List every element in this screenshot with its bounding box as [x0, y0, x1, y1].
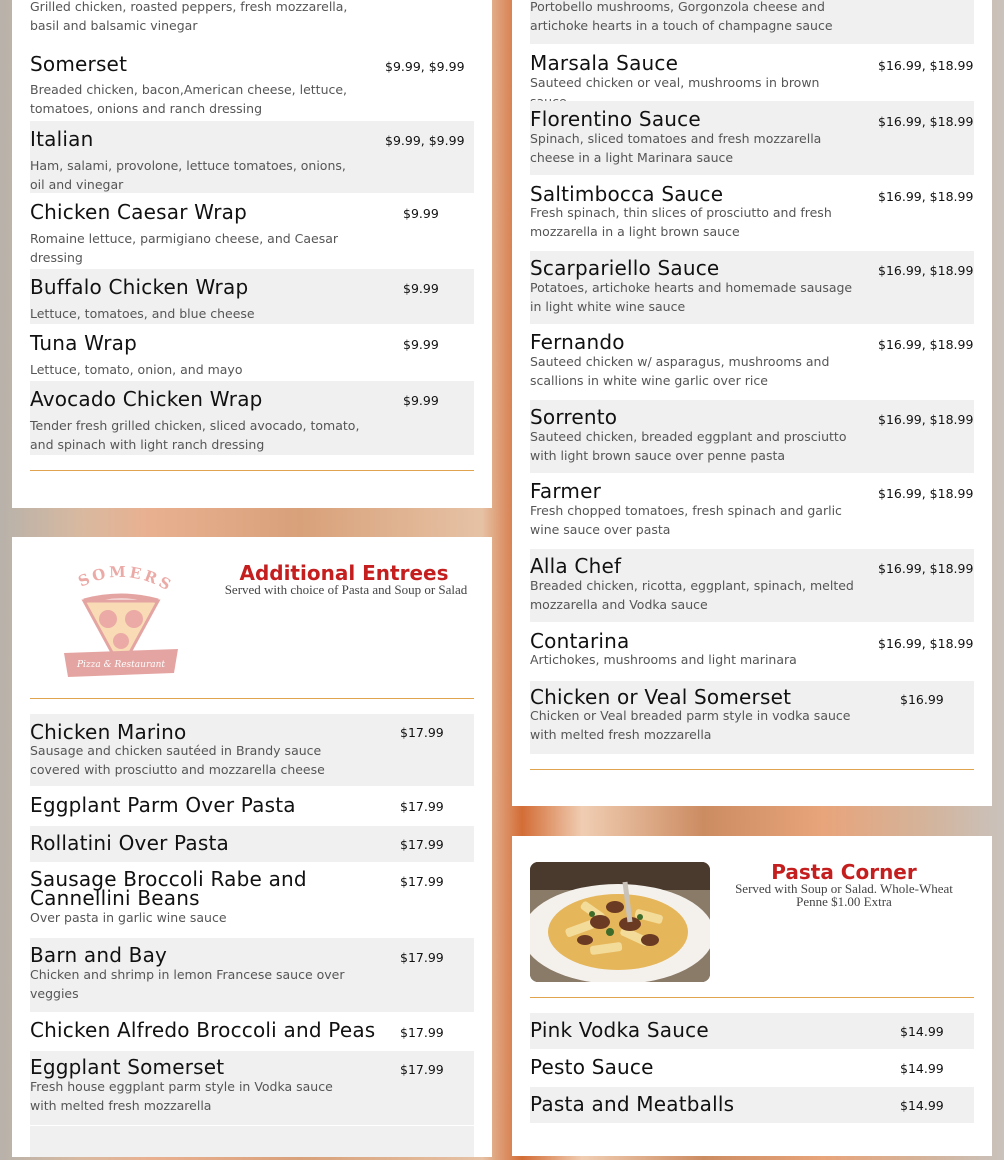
- item-description: Artichokes, mushrooms and light marinara: [530, 652, 797, 667]
- item-name: Pasta and Meatballs: [530, 1092, 735, 1116]
- item-price: $17.99: [400, 725, 444, 740]
- menu-item[interactable]: [30, 1126, 474, 1157]
- item-name: Saltimbocca Sauce: [530, 182, 724, 206]
- section-title: Additional Entrees: [239, 561, 449, 585]
- item-description: Tender fresh grilled chicken, sliced avocado, tomato, and spinach with light ranch dressing: [30, 418, 360, 452]
- item-price: $9.99, $9.99: [385, 59, 465, 74]
- item-price: $16.99: [900, 692, 944, 707]
- item-price: $16.99, $18.99: [878, 636, 974, 651]
- item-name: Farmer: [530, 479, 602, 503]
- section-subtitle: Served with Soup or Salad. Whole-Wheat Penne $1.00 Extra: [735, 881, 953, 909]
- item-name: Alla Chef: [530, 554, 622, 578]
- menu-item[interactable]: [530, 0, 974, 44]
- menu-item[interactable]: [30, 714, 474, 786]
- svg-text:SOMERSET: SOMERS: [75, 562, 177, 596]
- item-description: Sausage and chicken sautéed in Brandy sauce covered with prosciutto and mozzarella cheese: [30, 743, 325, 777]
- item-name: Tuna Wrap: [30, 331, 137, 355]
- logo-ribbon-text: Pizza & Restaurant: [76, 660, 166, 670]
- pasta-corner-panel: [512, 836, 992, 1156]
- menu-item[interactable]: [30, 381, 474, 455]
- section-divider: [30, 470, 474, 471]
- item-price: $9.99, $9.99: [385, 133, 465, 148]
- menu-item[interactable]: [530, 400, 974, 473]
- item-name: Rollatini Over Pasta: [30, 831, 229, 855]
- item-price: $16.99, $18.99: [878, 263, 974, 278]
- menu-item[interactable]: [530, 1050, 974, 1086]
- menu-item[interactable]: [530, 45, 974, 101]
- item-name: Scarpariello Sauce: [530, 256, 720, 280]
- item-price: $16.99, $18.99: [878, 58, 974, 73]
- item-name: Buffalo Chicken Wrap: [30, 275, 249, 299]
- section-title: Pasta Corner: [771, 860, 917, 884]
- menu-item[interactable]: [30, 863, 474, 937]
- item-name: Sorrento: [530, 405, 618, 429]
- item-price: $16.99, $18.99: [878, 114, 974, 129]
- item-price: $14.99: [900, 1024, 944, 1039]
- item-description: Over pasta in garlic wine sauce: [30, 910, 227, 925]
- item-description: Fresh house eggplant parm style in Vodka sauce with melted fresh mozzarella: [30, 1079, 333, 1113]
- section-subtitle: Served with choice of Pasta and Soup or Salad: [224, 582, 468, 597]
- item-name: Chicken Caesar Wrap: [30, 200, 248, 224]
- menu-item[interactable]: [30, 1051, 474, 1125]
- item-description: Sauteed chicken, breaded eggplant and prosciutto with light brown sauce over penne pasta: [530, 429, 847, 463]
- item-name: Pink Vodka Sauce: [530, 1018, 709, 1042]
- menu-item[interactable]: [530, 176, 974, 250]
- item-price: $16.99, $18.99: [878, 486, 974, 501]
- item-name: Chicken Marino: [30, 720, 187, 744]
- section-divider: [30, 698, 474, 699]
- item-price: $16.99, $18.99: [878, 561, 974, 576]
- item-price: $14.99: [900, 1098, 944, 1113]
- menu-item[interactable]: [530, 1087, 974, 1123]
- item-name: Avocado Chicken Wrap: [30, 387, 263, 411]
- section-divider: [530, 769, 974, 770]
- item-description: Potatoes, artichoke hearts and homemade sausage in light white wine sauce: [530, 280, 853, 314]
- menu-item[interactable]: [530, 325, 974, 399]
- menu-item[interactable]: [530, 549, 974, 622]
- item-description: Lettuce, tomato, onion, and mayo: [30, 362, 243, 377]
- item-description: Spinach, sliced tomatoes and fresh mozzarella cheese in a light Marinara sauce: [530, 131, 822, 165]
- item-description: Romaine lettuce, parmigiano cheese, and Caesar dressing: [30, 231, 339, 265]
- item-description: Chicken and shrimp in lemon Francese sauce over veggies: [30, 967, 345, 1001]
- menu-item[interactable]: [30, 194, 474, 268]
- item-name: Sausage Broccoli Rabe and Cannellini Beans: [30, 867, 307, 910]
- item-price: $16.99, $18.99: [878, 412, 974, 427]
- item-price: $17.99: [400, 799, 444, 814]
- item-price: $17.99: [400, 837, 444, 852]
- logo-graphic: [56, 561, 186, 683]
- item-price: $17.99: [400, 874, 444, 889]
- item-price: $9.99: [403, 337, 439, 352]
- menu-item[interactable]: [530, 251, 974, 324]
- item-price: $9.99: [403, 393, 439, 408]
- item-name: Chicken Alfredo Broccoli and Peas: [30, 1018, 376, 1042]
- item-description: Sauteed chicken w/ asparagus, mushrooms and scallions in white wine garlic over rice: [530, 354, 830, 388]
- item-name: Florentino Sauce: [530, 107, 701, 131]
- menu-item[interactable]: [530, 681, 974, 754]
- menu-item[interactable]: [530, 623, 974, 680]
- item-name: Eggplant Parm Over Pasta: [30, 793, 296, 817]
- item-description: Breaded chicken, bacon,American cheese, lettuce, tomatoes, onions and ranch dressing: [30, 82, 348, 116]
- sandwiches-panel: [12, 0, 492, 508]
- section-divider: [530, 997, 974, 998]
- item-description: Breaded chicken, ricotta, eggplant, spinach, melted mozzarella and Vodka sauce: [530, 578, 854, 612]
- item-name: Pesto Sauce: [530, 1055, 654, 1079]
- item-name: Eggplant Somerset: [30, 1055, 225, 1079]
- item-description: Lettuce, tomatoes, and blue cheese: [30, 306, 255, 321]
- menu-item[interactable]: [30, 121, 474, 193]
- menu-item[interactable]: [530, 101, 974, 175]
- additional-entrees-panel: [12, 537, 492, 1157]
- item-price: $17.99: [400, 950, 444, 965]
- item-name: Contarina: [530, 629, 630, 653]
- item-description: Portobello mushrooms, Gorgonzola cheese and artichoke hearts in a touch of champagne sauce: [530, 0, 833, 33]
- item-description: Chicken or Veal breaded parm style in vodka sauce with melted fresh mozzarella: [530, 708, 851, 742]
- item-description: Fresh spinach, thin slices of prosciutto and fresh mozzarella in a light brown sauce: [530, 205, 832, 239]
- item-price: $16.99, $18.99: [878, 189, 974, 204]
- menu-item[interactable]: [30, 1013, 474, 1050]
- item-description: Fresh chopped tomatoes, fresh spinach and garlic wine sauce over pasta: [530, 503, 842, 537]
- item-description: Sauteed chicken or veal, mushrooms in brown: [530, 75, 820, 90]
- menu-item[interactable]: [30, 325, 474, 381]
- menu-item[interactable]: [30, 787, 474, 824]
- item-name: Chicken or Veal Somerset: [530, 685, 792, 709]
- item-price: $16.99, $18.99: [878, 337, 974, 352]
- restaurant-logo: [56, 561, 186, 683]
- item-name: Italian: [30, 127, 94, 151]
- item-price: $17.99: [400, 1062, 444, 1077]
- menu-item[interactable]: [30, 826, 474, 862]
- menu-item[interactable]: [30, 269, 474, 324]
- sauces-panel: [512, 0, 992, 806]
- item-name: Fernando: [530, 330, 625, 354]
- item-name: Barn and Bay: [30, 943, 168, 967]
- item-name: Somerset: [30, 52, 128, 76]
- menu-item[interactable]: [530, 1013, 974, 1049]
- menu-item[interactable]: [530, 1124, 974, 1160]
- menu-item[interactable]: [30, 938, 474, 1012]
- item-name: Marsala Sauce: [530, 51, 679, 75]
- pasta-dish-photo: [530, 862, 710, 982]
- menu-item[interactable]: [30, 44, 474, 120]
- item-price: $9.99: [403, 281, 439, 296]
- item-description: Ham, salami, provolone, lettuce tomatoes, onions, oil and vinegar: [30, 158, 346, 192]
- item-price: $9.99: [403, 206, 439, 221]
- menu-item[interactable]: [530, 474, 974, 548]
- item-description: Grilled chicken, roasted peppers, fresh mozzarella, basil and balsamic vinegar: [30, 0, 348, 33]
- item-price: $17.99: [400, 1025, 444, 1040]
- pasta-dish-graphic: [530, 862, 710, 982]
- item-price: $14.99: [900, 1061, 944, 1076]
